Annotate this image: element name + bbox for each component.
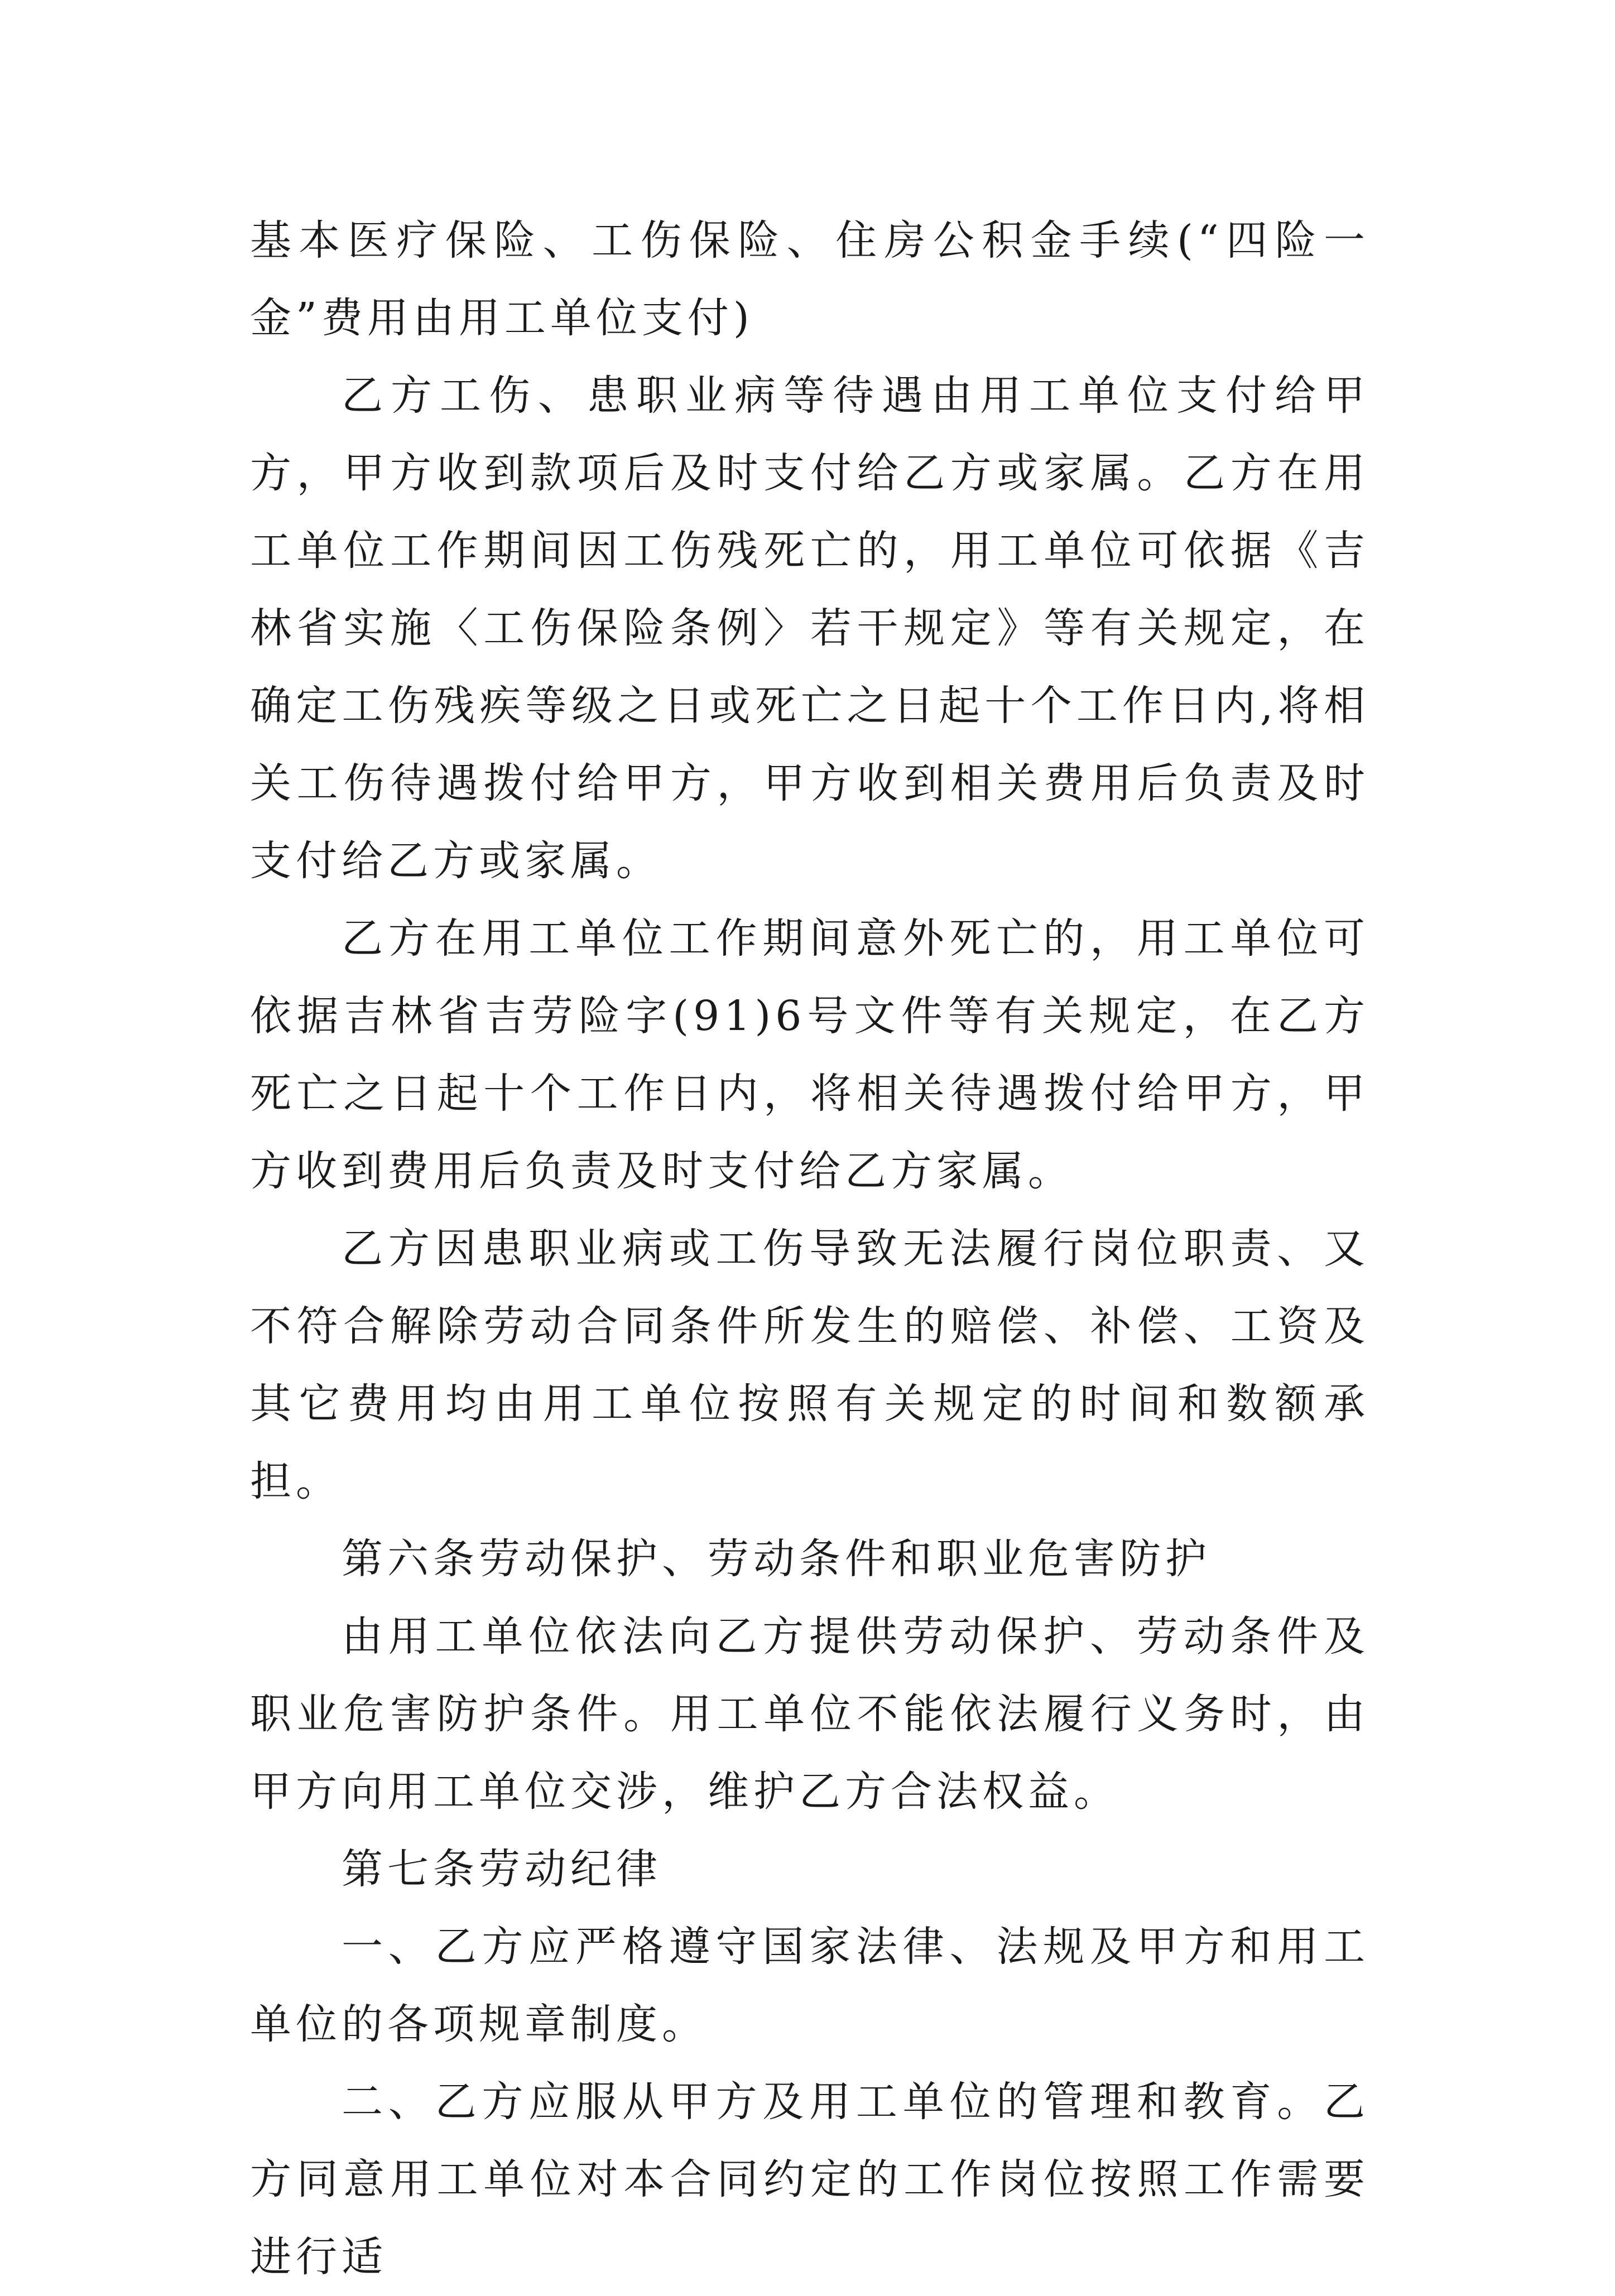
paragraph-insurance-continuation: 基本医疗保险、工伤保险、住房公积金手续(“四险一金”费用由用工单位支付) xyxy=(250,216,1369,342)
article-7-heading: 第七条劳动纪律 xyxy=(342,1845,662,1893)
article-6-heading: 第六条劳动保护、劳动条件和职业危害防护 xyxy=(342,1535,1211,1583)
paragraph-work-injury-benefits: 乙方工伤、患职业病等待遇由用工单位支付给甲方，甲方收到款项后及时支付给乙方或家属。乙方在用工单位工作期间因工伤残死亡的，用工单位可依据《吉林省实施〈工伤保险条例〉若干规定》等有关规定，在确定工伤残疾等级之日或死亡之日起十个工作日内,将相关工伤待遇拨付给甲方，甲方收到相关费用后负责及时支付给乙方或家属。 xyxy=(250,372,1369,885)
paragraph-occupational-disease-costs: 乙方因患职业病或工伤导致无法履行岗位职责、又不符合解除劳动合同条件所发生的赔偿、补偿、工资及其它费用均由用工单位按照有关规定的时间和数额承担。 xyxy=(250,1225,1369,1505)
paragraph-accidental-death: 乙方在用工单位工作期间意外死亡的，用工单位可依据吉林省吉劳险字(91)6号文件等有关规定，在乙方死亡之日起十个工作日内，将相关待遇拨付给甲方，甲方收到费用后负责及时支付给乙方家属。 xyxy=(250,914,1369,1195)
paragraph-discipline-item-1: 一、乙方应严格遵守国家法律、法规及甲方和用工单位的各项规章制度。 xyxy=(250,1923,1369,2048)
paragraph-labor-protection: 由用工单位依法向乙方提供劳动保护、劳动条件及职业危害防护条件。用工单位不能依法履行义务时，由甲方向用工单位交涉，维护乙方合法权益。 xyxy=(250,1613,1369,1816)
paragraph-discipline-item-2: 二、乙方应服从甲方及用工单位的管理和教育。乙方同意用工单位对本合同约定的工作岗位按照工作需要进行适 xyxy=(250,2078,1369,2281)
document-body xyxy=(250,202,1369,2296)
